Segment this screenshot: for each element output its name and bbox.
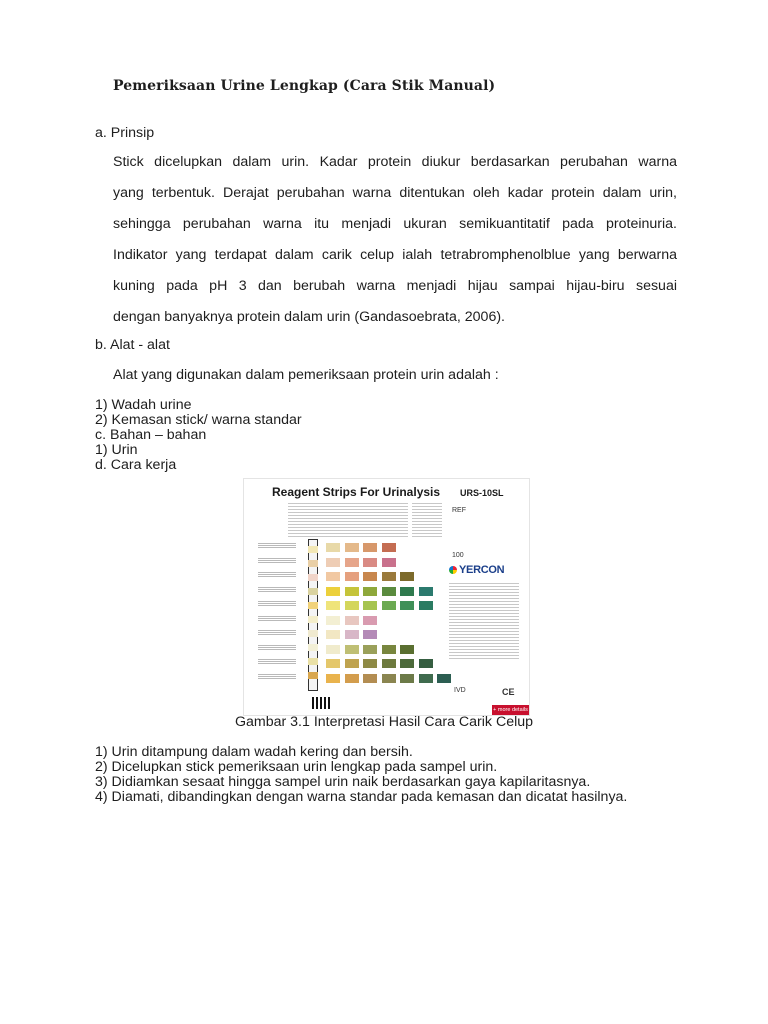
color-swatch	[437, 674, 451, 683]
parameter-label-row	[258, 558, 296, 563]
strip-pad	[308, 560, 318, 567]
range-text-block	[412, 503, 442, 537]
color-swatch	[382, 558, 396, 567]
color-swatch	[363, 674, 377, 683]
list-item: 4) Diamati, dibandingkan dengan warna standar pada kemasan dan dicatat hasilnya.	[95, 789, 628, 805]
color-swatch	[419, 674, 433, 683]
color-swatch	[400, 572, 414, 581]
color-swatch	[419, 659, 433, 668]
parameter-label-row	[258, 659, 296, 664]
color-swatch	[363, 543, 377, 552]
color-swatch	[326, 587, 340, 596]
list-item: 2) Dicelupkan stick pemeriksaan urin lengkap pada sampel urin.	[95, 759, 498, 775]
ce-mark: CE	[502, 687, 515, 697]
strip-pad	[308, 602, 318, 609]
parameter-label-row	[258, 572, 296, 577]
brand-logo-icon	[449, 566, 457, 574]
document-title: Pemeriksaan Urine Lengkap (Cara Stik Manual)	[113, 78, 496, 94]
description-text-block	[449, 583, 519, 661]
procedure-list	[95, 745, 627, 805]
color-swatch	[363, 659, 377, 668]
equipment-list	[95, 398, 302, 473]
reagent-strip-figure	[243, 478, 530, 716]
color-swatch	[419, 587, 433, 596]
figure-code: URS-10SL	[460, 488, 504, 498]
color-swatch	[326, 645, 340, 654]
color-swatch	[326, 572, 340, 581]
strip-pad	[308, 588, 318, 595]
color-swatch	[345, 543, 359, 552]
parameter-label-row	[258, 674, 296, 679]
color-swatch	[345, 659, 359, 668]
color-swatch	[345, 587, 359, 596]
color-swatch	[382, 572, 396, 581]
color-swatch	[382, 587, 396, 596]
parameter-label-row	[258, 543, 296, 548]
list-item: d. Cara kerja	[95, 457, 177, 473]
color-swatch	[326, 558, 340, 567]
color-swatch	[326, 616, 340, 625]
color-swatch	[326, 659, 340, 668]
color-swatch	[345, 616, 359, 625]
color-swatch	[326, 543, 340, 552]
color-swatch	[326, 630, 340, 639]
color-swatch	[382, 674, 396, 683]
strip-pad	[308, 672, 318, 679]
color-swatch	[382, 601, 396, 610]
list-item: 2) Kemasan stick/ warna standar	[95, 412, 302, 428]
color-swatch	[345, 645, 359, 654]
color-swatch	[400, 674, 414, 683]
color-swatch	[345, 630, 359, 639]
strip-pad	[308, 616, 318, 623]
paragraph-line: kuning pada pH 3 dan berubah warna menjadi hijau sampai hijau-biru sesuai	[113, 278, 677, 294]
color-swatch	[400, 587, 414, 596]
color-swatch	[400, 601, 414, 610]
brand-name: YERCON	[459, 564, 505, 576]
strip-pad	[308, 630, 318, 637]
strip-pad	[308, 644, 318, 651]
color-swatch	[326, 674, 340, 683]
list-item: c. Bahan – bahan	[95, 427, 207, 443]
parameter-label-row	[258, 587, 296, 592]
color-swatch	[345, 572, 359, 581]
color-swatch	[382, 659, 396, 668]
paragraph-line: dengan banyaknya protein dalam urin (Gandasoebrata, 2006).	[113, 309, 505, 325]
parameter-label-row	[258, 630, 296, 635]
color-swatch	[419, 601, 433, 610]
list-item: 3) Didiamkan sesaat hingga sampel urin naik berdasarkan gaya kapilaritasnya.	[95, 774, 591, 790]
color-swatch	[363, 601, 377, 610]
color-swatch	[363, 572, 377, 581]
parameter-label-row	[258, 616, 296, 621]
color-swatch	[326, 601, 340, 610]
more-details-badge: + more details	[493, 707, 528, 713]
section-b-intro: Alat yang digunakan dalam pemeriksaan protein urin adalah :	[113, 367, 499, 383]
strip-pad	[308, 658, 318, 665]
strip-pad	[308, 574, 318, 581]
color-swatch	[363, 558, 377, 567]
paragraph-line: sehingga perubahan warna itu menjadi ukuran semikuantitatif pada proteinuria.	[113, 216, 677, 232]
color-swatch	[363, 616, 377, 625]
color-swatch	[363, 630, 377, 639]
paragraph-line: Indikator yang terdapat dalam carik celup ialah tetrabromphenolblue yang berwarna	[113, 247, 677, 263]
paragraph-line: yang terbentuk. Derajat perubahan warna ditentukan oleh kadar protein dalam urin,	[113, 185, 677, 201]
figure-caption: Gambar 3.1 Interpretasi Hasil Cara Carik Celup	[234, 714, 534, 730]
parameter-label-row	[258, 601, 296, 606]
color-swatch	[400, 659, 414, 668]
color-swatch	[345, 558, 359, 567]
section-b-heading: b. Alat - alat	[95, 337, 170, 353]
strip-pad	[308, 546, 318, 553]
color-swatch	[382, 645, 396, 654]
parameter-label-row	[258, 645, 296, 650]
color-swatch	[382, 543, 396, 552]
section-a-heading: a. Prinsip	[95, 125, 155, 141]
paragraph-line: Stick dicelupkan dalam urin. Kadar protein diukur berdasarkan perubahan warna	[113, 154, 677, 170]
color-swatch	[345, 601, 359, 610]
test-strip	[308, 539, 318, 691]
count-label: 100	[452, 552, 464, 559]
list-item: 1) Urin ditampung dalam wadah kering dan bersih.	[95, 744, 413, 760]
list-item: 1) Wadah urine	[95, 397, 192, 413]
ivd-label: IVD	[454, 687, 466, 694]
barcode-icon	[312, 697, 330, 709]
color-swatch	[400, 645, 414, 654]
principle-paragraph	[113, 147, 677, 333]
ref-label: REF	[452, 507, 466, 514]
figure-title: Reagent Strips For Urinalysis	[272, 485, 441, 499]
color-swatch	[345, 674, 359, 683]
color-swatch	[363, 645, 377, 654]
list-item: 1) Urin	[95, 442, 138, 458]
instruction-text-block	[288, 503, 408, 537]
color-swatch	[363, 587, 377, 596]
